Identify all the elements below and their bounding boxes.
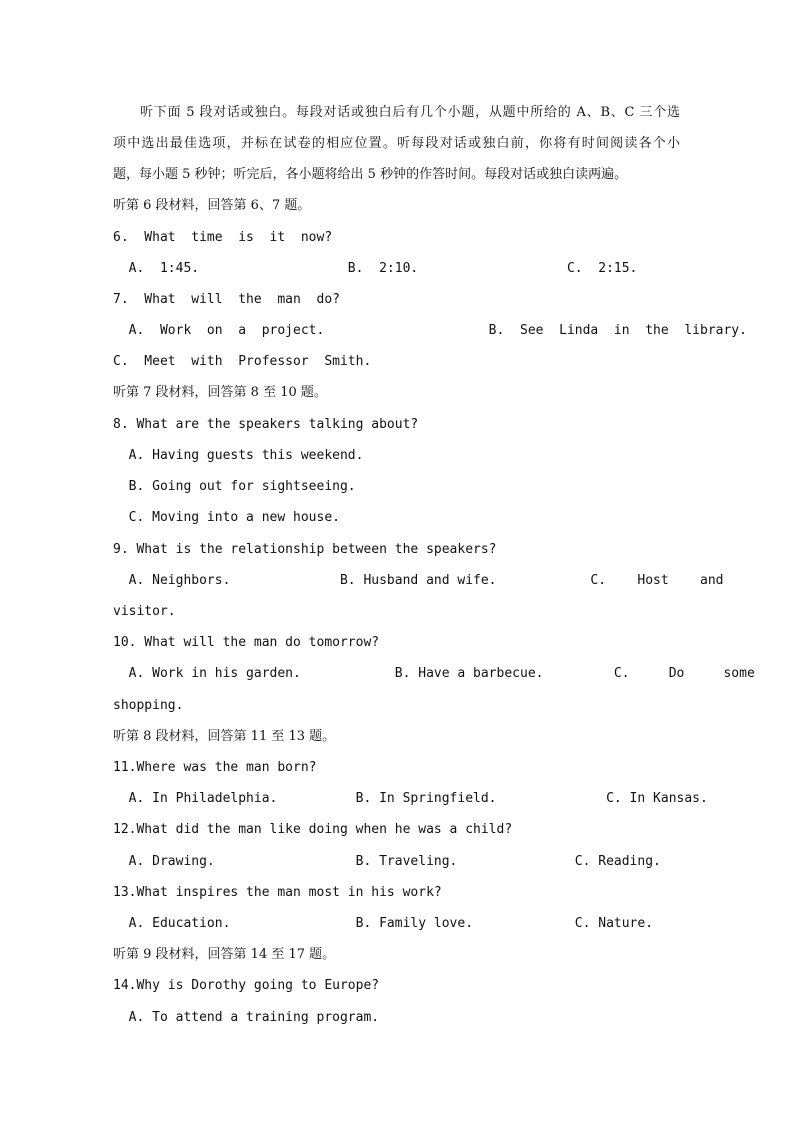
question-10: 10. What will the man do tomorrow?	[113, 635, 380, 650]
question-9: 9. What is the relationship between the speakers?	[113, 542, 497, 557]
section-heading-9: 听第 9 段材料，回答第 14 至 17 题。	[113, 947, 336, 962]
question-14: 14.Why is Dorothy going to Europe?	[113, 978, 380, 993]
options-7-cont: C. Meet with Professor Smith.	[113, 354, 372, 369]
section-heading-6: 听第 6 段材料，回答第 6、7 题。	[113, 198, 311, 213]
options-11: A. In Philadelphia. B. In Springfield. C. In Kansas.	[113, 791, 708, 806]
section-heading-7: 听第 7 段材料，回答第 8 至 10 题。	[113, 385, 327, 400]
options-12: A. Drawing. B. Traveling. C. Reading.	[113, 854, 661, 869]
question-13: 13.What inspires the man most in his work?	[113, 885, 442, 900]
options-10: A. Work in his garden. B. Have a barbecue. C. Do some	[113, 666, 755, 681]
question-6: 6. What time is it now?	[113, 230, 333, 245]
question-8: 8. What are the speakers talking about?	[113, 417, 419, 432]
option-8a: A. Having guests this weekend.	[113, 448, 364, 463]
options-10-cont: shopping.	[113, 698, 184, 713]
options-9-cont: visitor.	[113, 604, 176, 619]
options-9: A. Neighbors. B. Husband and wife. C. Host and	[113, 573, 724, 588]
question-12: 12.What did the man like doing when he was a child?	[113, 822, 513, 837]
options-13: A. Education. B. Family love. C. Nature.	[113, 916, 654, 931]
section-heading-8: 听第 8 段材料，回答第 11 至 13 题。	[113, 729, 336, 744]
options-7: A. Work on a project. B. See Linda in the library.	[113, 323, 747, 338]
options-6: A. 1:45. B. 2:10. C. 2:15.	[113, 261, 638, 276]
question-11: 11.Where was the man born?	[113, 760, 317, 775]
intro-line-3: 题，每小题 5 秒钟；听完后，各小题将给出 5 秒钟的作答时间。每段对话或独白读两遍。	[113, 167, 628, 182]
option-14a: A. To attend a training program.	[113, 1010, 380, 1025]
option-8c: C. Moving into a new house.	[113, 510, 340, 525]
intro-line-2: 项中选出最佳选项，并标在试卷的相应位置。听每段对话或独白前，你将有时间阅读各个小	[113, 136, 680, 151]
question-7: 7. What will the man do?	[113, 292, 340, 307]
intro-line-1: 听下面 5 段对话或独白。每段对话或独白后有几个小题，从题中所给的 A、B、C 三个选	[140, 105, 680, 120]
option-8b: B. Going out for sightseeing.	[113, 479, 356, 494]
